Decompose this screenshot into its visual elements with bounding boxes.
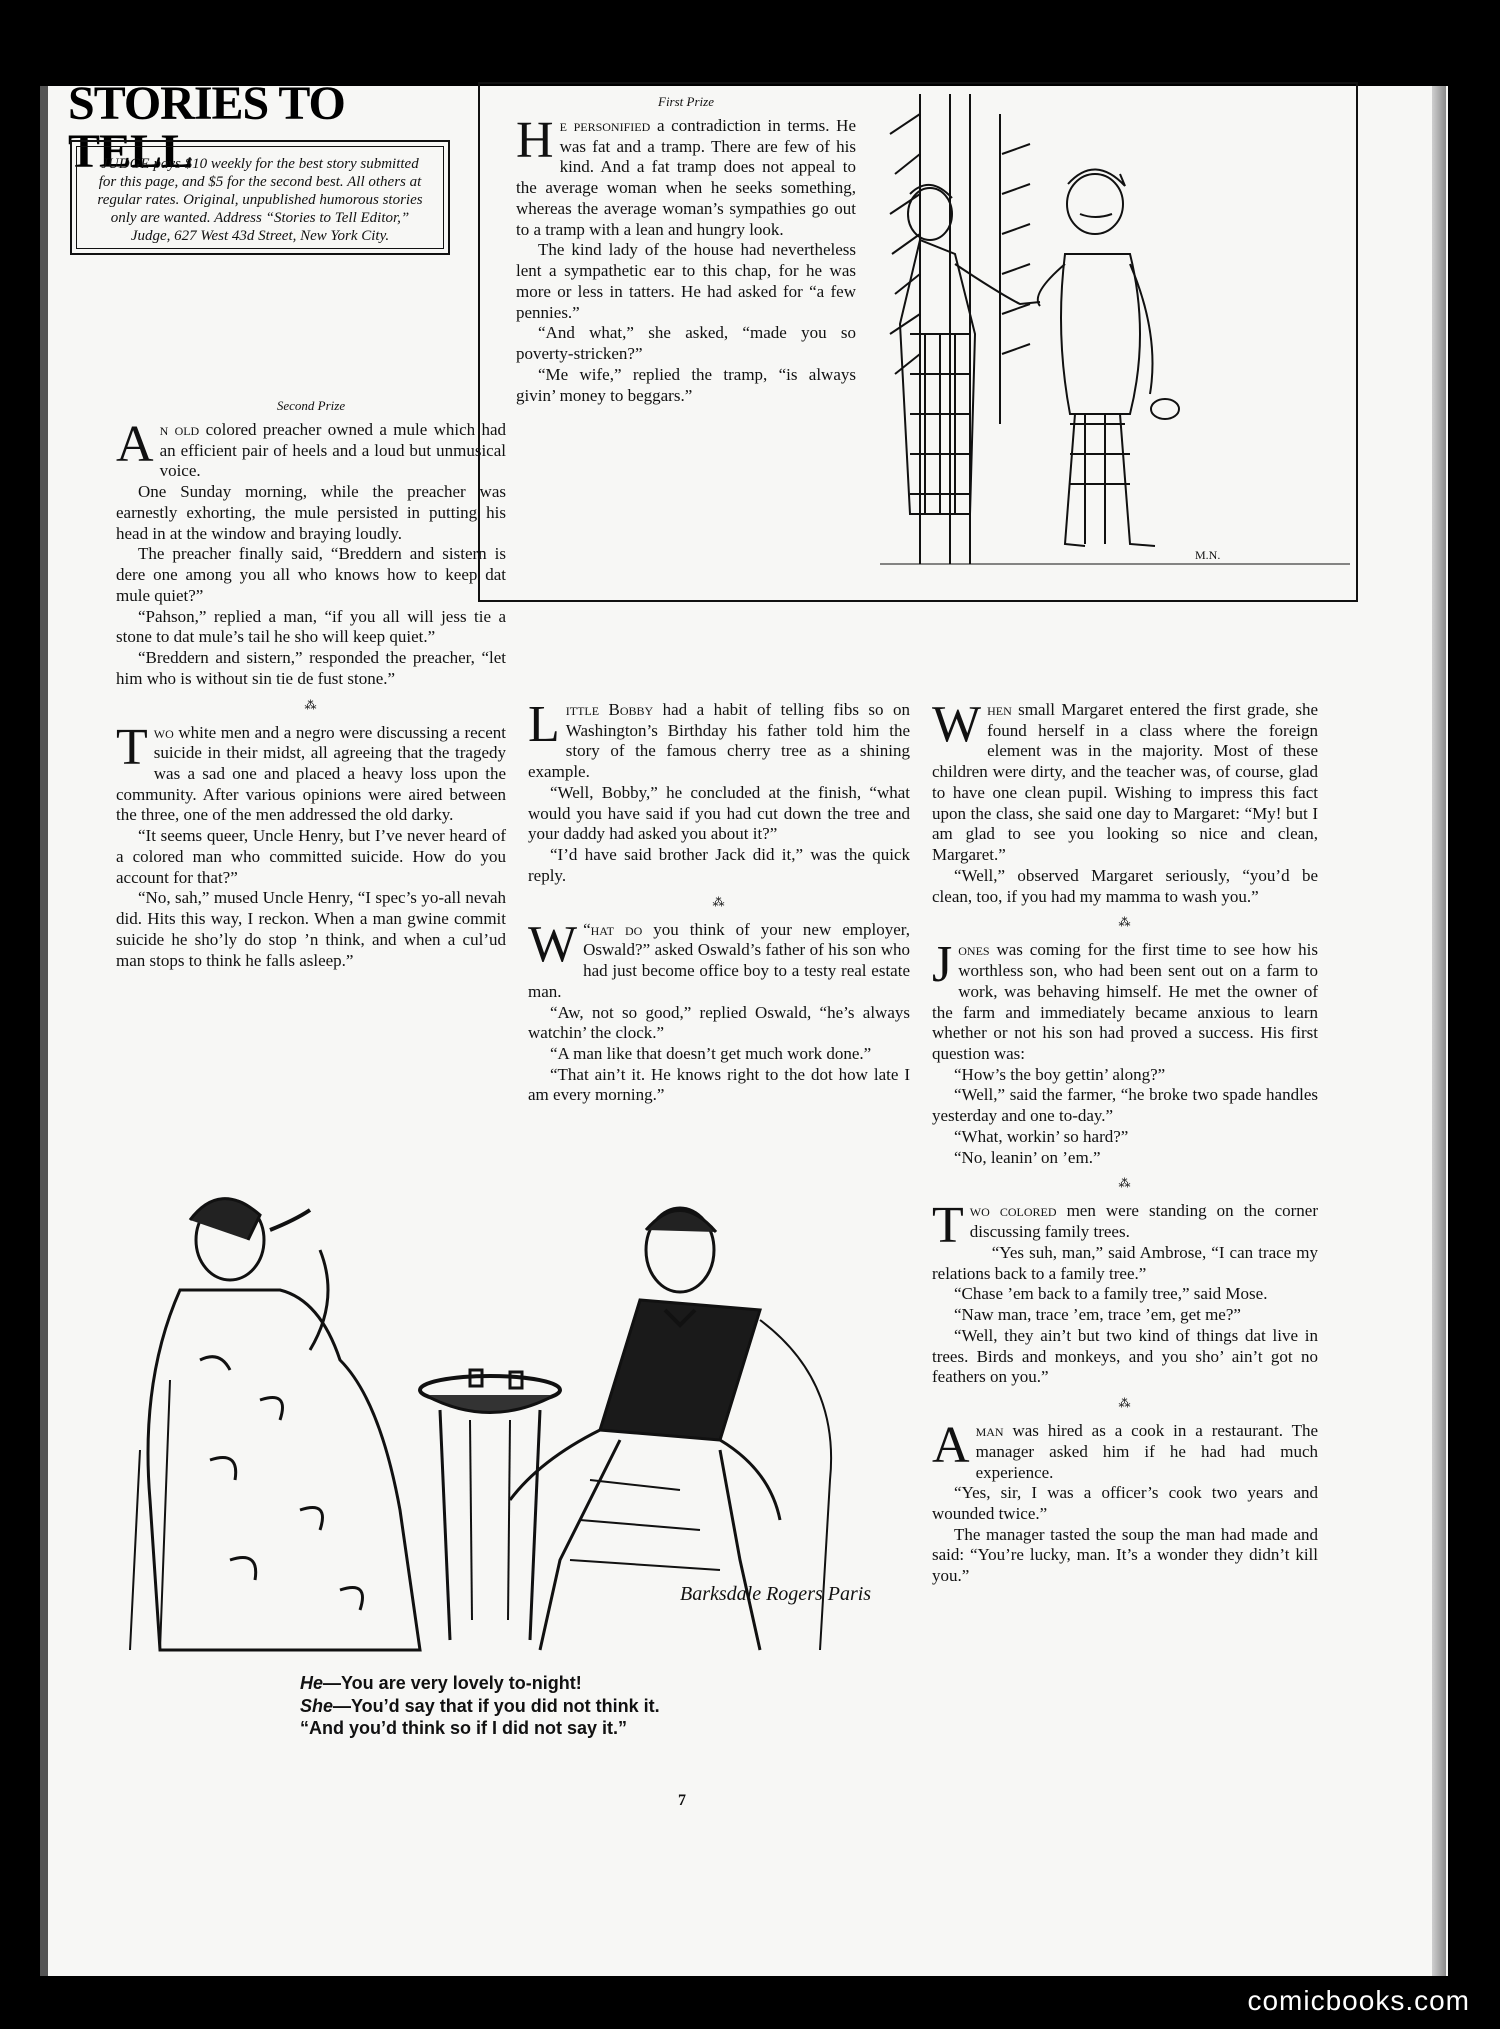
first-prize-label: First Prize bbox=[658, 94, 714, 109]
cook-story bbox=[932, 1417, 1318, 1587]
dropcap: J bbox=[932, 936, 953, 994]
left-column bbox=[116, 394, 506, 971]
paragraph: “I’d have said brother Jack did it,” was the quick reply. bbox=[528, 845, 910, 885]
dropcap: A bbox=[116, 416, 154, 473]
artist-signature: Barksdale Rogers Paris bbox=[680, 1583, 872, 1605]
bobby-story bbox=[528, 696, 910, 887]
lead-words: wo bbox=[153, 722, 174, 742]
second-prize-story bbox=[116, 416, 507, 690]
margaret-story bbox=[932, 696, 1318, 907]
dropcap: W bbox=[932, 696, 982, 753]
paragraph: “Naw man, trace ’em, trace ’em, get me?” bbox=[954, 1305, 1241, 1325]
page-number: 7 bbox=[678, 1792, 686, 1809]
paragraph: “A man like that doesn’t get much work done.” bbox=[550, 1044, 872, 1064]
open-quote: “ bbox=[583, 919, 591, 939]
story-separator: ⁂ bbox=[304, 697, 318, 712]
paragraph: “Yes suh, man,” said Ambrose, “I can trace my relations back to a family tree.” bbox=[932, 1242, 1318, 1283]
middle-column bbox=[528, 696, 910, 1106]
tramp-illustration bbox=[880, 94, 1350, 594]
lead-words: n old bbox=[159, 420, 200, 439]
paragraph: “That ain’t it. He knows right to the dot how late I am every morning.” bbox=[528, 1064, 910, 1105]
dropcap: H bbox=[516, 112, 554, 169]
paragraph: “Well, Bobby,” he concluded at the finish, “what would you have said if you had cut down the tree and your daddy had asked you about it?” bbox=[528, 782, 910, 844]
lead-words: ittle Bobby bbox=[565, 700, 654, 719]
paragraph: The kind lady of the house had nevertheless lent a sympathetic ear to this chap, for he was more or less in tatters. He had asked for “a few pennies.” bbox=[516, 240, 856, 322]
caption-speaker: He bbox=[300, 1673, 324, 1693]
lead-words: hen bbox=[987, 700, 1012, 719]
paragraph: men were standing on the corner discussing family trees. bbox=[969, 1201, 1318, 1242]
paragraph: One Sunday morning, while the preacher was earnestly exhorting, the mule persisted in putting his head in at the window and braying loudly. bbox=[116, 482, 506, 543]
paragraph: “What, workin’ so hard?” bbox=[954, 1126, 1129, 1146]
oswald-story bbox=[528, 915, 910, 1107]
paragraph: “Me wife,” replied the tramp, “is always givin’ money to beggars.” bbox=[516, 364, 856, 405]
lead-words: ones bbox=[958, 940, 990, 960]
site-watermark: comicbooks.com bbox=[1247, 1985, 1470, 2016]
story-separator: ⁂ bbox=[1118, 1176, 1132, 1191]
story-separator: ⁂ bbox=[1118, 915, 1132, 930]
first-prize-column bbox=[516, 90, 856, 406]
second-prize-label: Second Prize bbox=[276, 398, 346, 413]
paragraph: “Yes, sir, I was a officer’s cook two years and wounded twice.” bbox=[932, 1483, 1318, 1523]
paragraph: “No, sah,” mused Uncle Henry, “I spec’s yo-all nevah did. Hits this way, I reckon. When a man gwine commit suicide he sho’ly do stop ’n think, and when a cul’ud man stops to think he falls asleep.” bbox=[116, 888, 506, 970]
story-separator: ⁂ bbox=[1118, 1396, 1132, 1411]
dropcap: T bbox=[932, 1197, 964, 1255]
dropcap: L bbox=[528, 696, 560, 753]
cartoon-caption bbox=[300, 1672, 800, 1740]
paragraph: was hired as a cook in a restaurant. The manager asked him if he had had much experience. bbox=[975, 1421, 1318, 1482]
family-trees-story bbox=[932, 1197, 1318, 1388]
dropcap: T bbox=[116, 718, 148, 776]
paragraph: “Well,” observed Margaret seriously, “you’d be clean, too, if you had my mamma to wash you.” bbox=[932, 865, 1318, 906]
paragraph: “Breddern and sistern,” responded the preacher, “let him who is without sin tie de fust stone.” bbox=[116, 648, 506, 688]
couple-illustration bbox=[120, 1180, 920, 1660]
paragraph: “Pahson,” replied a man, “if you all will jess tie a stone to dat mule’s tail he sho will keep quiet.” bbox=[116, 606, 506, 647]
lead-words: hat do bbox=[590, 919, 643, 939]
lead-words: wo colored bbox=[969, 1201, 1057, 1221]
lead-words: man bbox=[975, 1421, 1004, 1441]
story-separator: ⁂ bbox=[712, 894, 726, 909]
submission-notice bbox=[70, 140, 450, 255]
lead-words: e personified bbox=[559, 116, 651, 135]
caption-line: —You’d say that if you did not think it. bbox=[333, 1695, 660, 1716]
paragraph: The preacher finally said, “Breddern and sistern is dere one among you all who knows how to keep dat mule quiet?” bbox=[116, 544, 506, 605]
suicide-story bbox=[116, 718, 506, 972]
first-prize-story bbox=[516, 112, 856, 406]
paragraph: white men and a negro were discussing a recent suicide in their midst, all agreeing that the tragedy was a sad one and placed a heavy loss upon the community. After various opinions were aired between the three, one of the men addressed the old darky. bbox=[116, 722, 506, 825]
right-column bbox=[932, 696, 1318, 1587]
paragraph: “It seems queer, Uncle Henry, but I’ve never heard of a colored man who committed suicide. How do you account for that?” bbox=[116, 826, 506, 887]
paragraph: “Aw, not so good,” replied Oswald, “he’s always watchin’ the clock.” bbox=[528, 1002, 910, 1043]
book-spine bbox=[40, 86, 48, 1976]
paragraph: you think of your new employer, Oswald?” asked Oswald’s father of his son who had just become office boy to a testy real estate man. bbox=[528, 919, 910, 1001]
caption-speaker: She bbox=[300, 1695, 334, 1716]
paragraph: “And what,” she asked, “made you so poverty-stricken?” bbox=[516, 323, 856, 364]
paragraph: “Chase ’em back to a family tree,” said Mose. bbox=[954, 1284, 1268, 1304]
page-edge bbox=[1432, 86, 1446, 1976]
paragraph: a contradiction in terms. He was fat and a tramp. There are few of his kind. And a fat tramp does not appeal to the average woman when he seeks something, whereas the average woman’s sympathies go out to a tramp with a lean and hungry look. bbox=[516, 116, 856, 239]
paragraph: “How’s the boy gettin’ along?” bbox=[954, 1064, 1166, 1084]
dropcap: A bbox=[932, 1417, 970, 1475]
page-title: STORIES TO TELL bbox=[68, 77, 345, 178]
submission-notice-text: JUDGE pays $10 weekly for the best story submitted for this page, and $5 for the second best. All others at regular rates. Original, unpublished humorous stories only are wanted. Address “Stories to Tell Editor,” Judge, 627 West 43d Street, New York City. bbox=[76, 146, 444, 249]
paragraph: had a habit of telling fibs so on Washington’s Birthday his father told him the story of the famous cherry tree as a shining example. bbox=[528, 700, 910, 782]
caption-line: —You are very lovely to-night! bbox=[323, 1673, 582, 1693]
paragraph: “No, leanin’ on ’em.” bbox=[954, 1147, 1101, 1167]
dropcap: W bbox=[528, 915, 578, 973]
paragraph: The manager tasted the soup the man had made and said: “You’re lucky, man. It’s a wonder they didn’t kill you.” bbox=[932, 1524, 1318, 1586]
paragraph: was coming for the first time to see how his worthless son, who had been sent out on a farm to work, was behaving himself. He met the owner of the farm and immediately became anxious to learn whether or not his son had proved a success. His first question was: bbox=[932, 940, 1318, 1064]
paragraph: small Margaret entered the first grade, she found herself in a class where the foreign element was in the majority. Most of these children were dirty, and the teacher was, of course, glad to have one clean pupil. Wishing to impress this fact upon the class, she said one day to Margaret: “My! but I am glad to see you looking so nice and clean, Margaret.” bbox=[932, 700, 1318, 865]
first-prize-box bbox=[478, 82, 1358, 602]
paragraph: colored preacher owned a mule which had an efficient pair of heels and a loud but unmusical voice. bbox=[159, 420, 507, 481]
jones-story bbox=[932, 936, 1318, 1168]
caption-line: “And you’d think so if I did not say it.” bbox=[300, 1718, 627, 1738]
artist-signature: M.N. bbox=[1195, 548, 1221, 562]
paragraph: “Well,” said the farmer, “he broke two spade handles yesterday and one to-day.” bbox=[932, 1085, 1318, 1126]
paragraph: “Well, they ain’t but two kind of things dat live in trees. Birds and monkeys, and you sho’ ain’t got no feathers on you.” bbox=[932, 1325, 1318, 1387]
